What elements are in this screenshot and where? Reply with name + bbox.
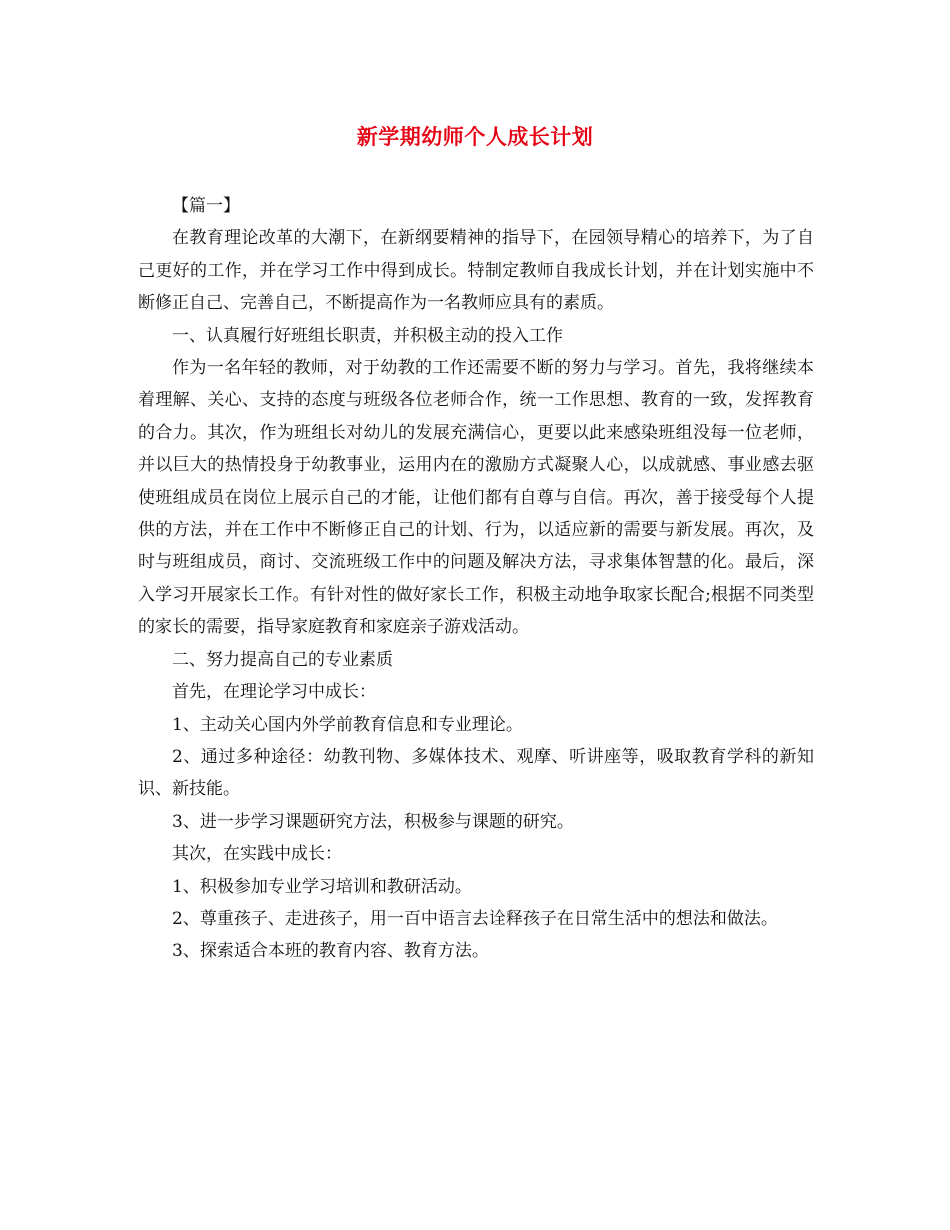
list-item: 3、进一步学习课题研究方法，积极参与课题的研究。 xyxy=(172,811,574,832)
document-body xyxy=(138,190,814,968)
heading-section-one: 一、认真履行好班组长职责，并积极主动的投入工作 xyxy=(172,325,563,346)
paragraph-section-one: 作为一名年轻的教师，对于幼教的工作还需要不断的努力与学习。首先，我将继续本着理解、关心、支持的态度与班级各位老师合作，统一工作思想、教育的一致，发挥教育的合力。其次，作为班组长对幼儿的发展充满信心，更要以此来感染班组没每一位老师，并以巨大的热情投身于幼教事业，运用内在的激励方式凝聚人心，以成就感、事业感去驱使班组成员在岗位上展示自己的才能，让他们都有自尊与自信。再次，善于接受每个人提供的方法，并在工作中不断修正自己的计划、行为，以适应新的需要与新发展。再次，及时与班组成员，商讨、交流班级工作中的问题及解决方法，寻求集体智慧的化。最后，深入学习开展家长工作。有针对性的做好家长工作，积极主动地争取家长配合;根据不同类型的家长的需要，指导家庭教育和家庭亲子游戏活动。 xyxy=(138,358,814,638)
subheading-theory: 首先，在理论学习中成长： xyxy=(172,682,376,703)
list-item: 1、主动关心国内外学前教育信息和专业理论。 xyxy=(172,714,523,735)
heading-section-two: 二、努力提高自己的专业素质 xyxy=(172,649,393,670)
list-item: 1、积极参加专业学习培训和教研活动。 xyxy=(172,876,472,897)
list-item: 2、通过多种途径：幼教刊物、多媒体技术、观摩、听讲座等，吸取教育学科的新知识、新技能。 xyxy=(138,746,814,800)
paragraph-intro: 在教育理论改革的大潮下，在新纲要精神的指导下，在园领导精心的培养下，为了自己更好的工作，并在学习工作中得到成长。特制定教师自我成长计划，并在计划实施中不断修正自己、完善自己，不断提高作为一名教师应具有的素质。 xyxy=(138,228,814,314)
list-item: 2、尊重孩子、走进孩子，用一百中语言去诠释孩子在日常生活中的想法和做法。 xyxy=(172,908,778,929)
subheading-practice: 其次，在实践中成长： xyxy=(172,844,342,865)
document-title: 新学期幼师个人成长计划 xyxy=(356,124,594,149)
section-label: 【篇一】 xyxy=(172,196,240,216)
list-item: 3、探索适合本班的教育内容、教育方法。 xyxy=(172,941,489,962)
